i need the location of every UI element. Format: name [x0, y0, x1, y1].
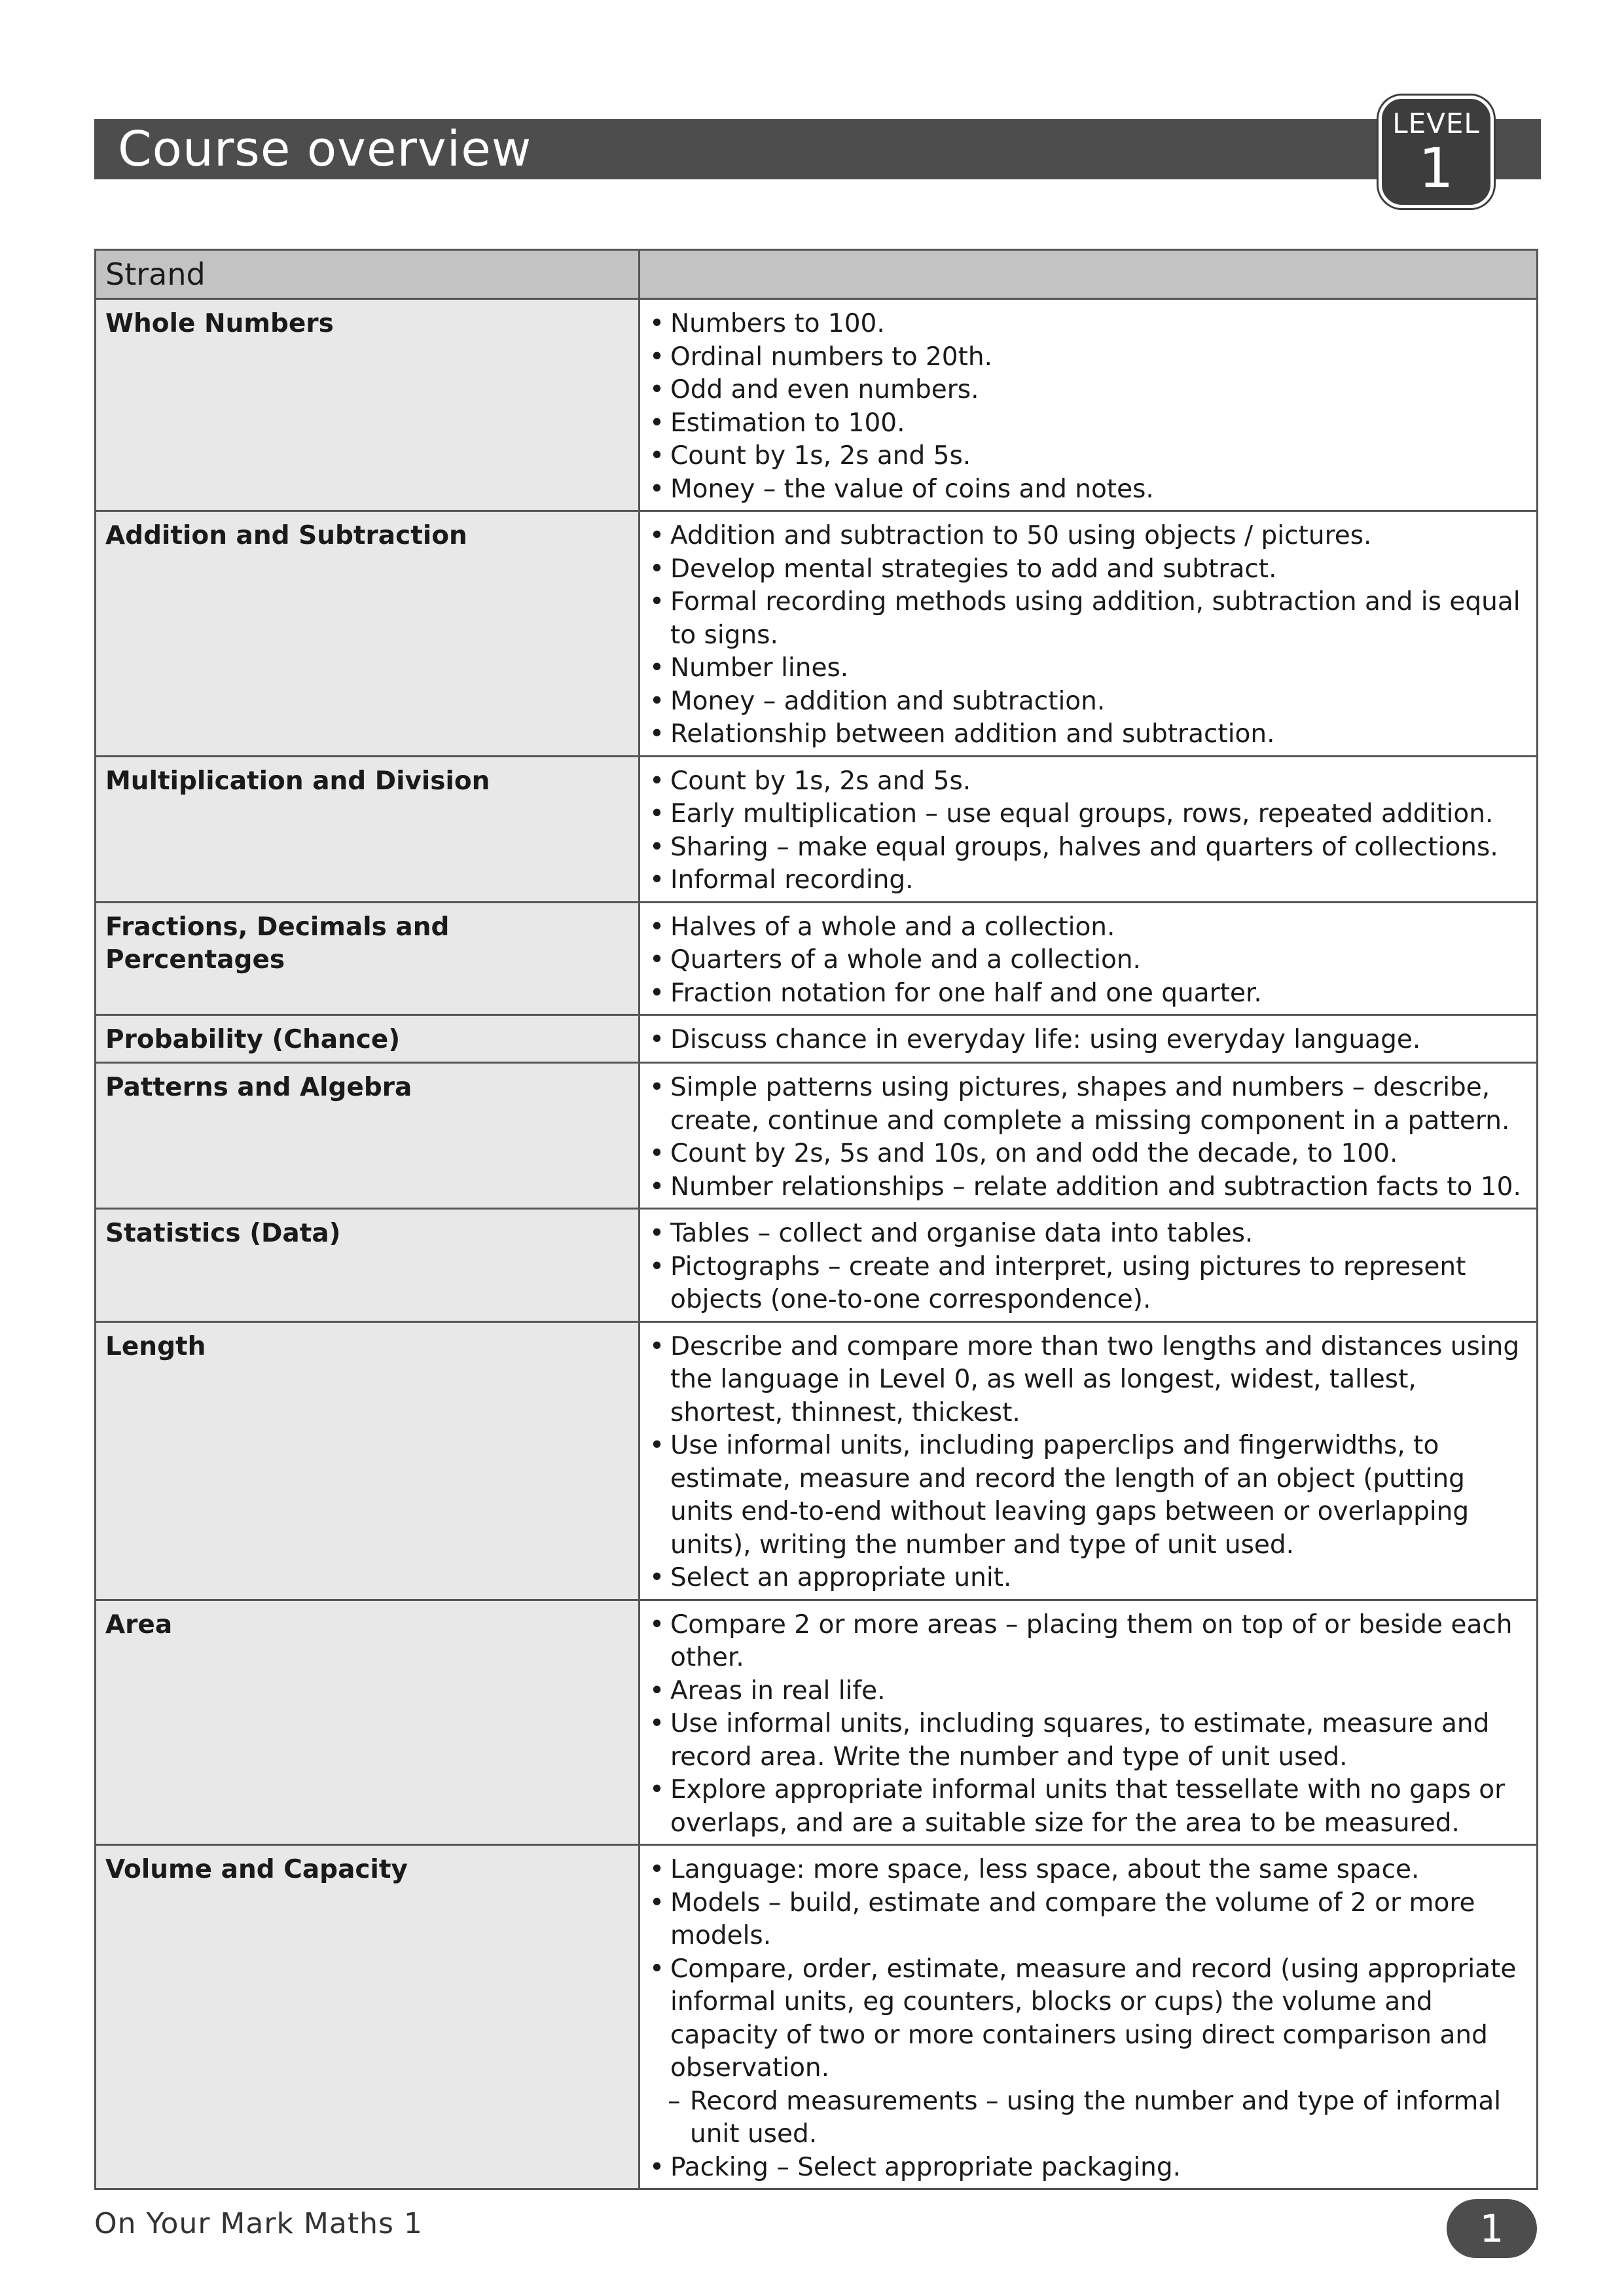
list-item: • Quarters of a whole and a collection. [649, 944, 1530, 977]
list-item: • Formal recording methods using addition, subtraction and is equal to signs. [649, 586, 1530, 652]
list-item: • Models – build, estimate and compare the volume of 2 or more models. [649, 1887, 1530, 1953]
list-item: • Tables – collect and organise data into tables. [649, 1217, 1530, 1251]
course-overview-table [94, 249, 1538, 2190]
list-item: • Fraction notation for one half and one quarter. [649, 977, 1530, 1011]
table-row [96, 1209, 1538, 1322]
list-item: • Sharing – make equal groups, halves and quarters of collections. [649, 831, 1530, 865]
list-item: • Informal recording. [649, 864, 1530, 897]
list-item: • Discuss chance in everyday life: using everyday language. [649, 1024, 1530, 1057]
level-badge [1379, 96, 1494, 208]
strand-content [640, 1063, 1538, 1209]
strand-name: Statistics (Data) [96, 1209, 640, 1322]
content-list [649, 1609, 1530, 1840]
list-item: • Compare, order, estimate, measure and record (using appropriate informal units, eg counters, blocks or cups) the volume and capacity of two or more containers using direct comparison and observation. [649, 1953, 1530, 2085]
strand-content [640, 1600, 1538, 1845]
table-row [96, 511, 1538, 757]
strand-content [640, 1209, 1538, 1322]
level-number: 1 [1418, 136, 1454, 200]
list-item: • Addition and subtraction to 50 using objects / pictures. [649, 520, 1530, 553]
table-row [96, 1845, 1538, 2189]
strand-name: Area [96, 1600, 640, 1845]
content-list [649, 308, 1530, 506]
content-list [649, 911, 1530, 1011]
strand-content [640, 1015, 1538, 1063]
strand-name: Addition and Subtraction [96, 511, 640, 757]
table-row [96, 1600, 1538, 1845]
list-item: • Language: more space, less space, about the same space. [649, 1854, 1530, 1887]
list-item: • Ordinal numbers to 20th. [649, 341, 1530, 374]
table-row [96, 902, 1538, 1015]
strand-content [640, 1845, 1538, 2189]
list-item: • Use informal units, including squares, to estimate, measure and record area. Write the number and type of unit used. [649, 1708, 1530, 1774]
table-row [96, 1321, 1538, 1600]
content-list [649, 1071, 1530, 1204]
strand-content [640, 756, 1538, 902]
list-item: • Money – the value of coins and notes. [649, 473, 1530, 507]
list-item: • Number lines. [649, 652, 1530, 685]
level-label: LEVEL [1392, 107, 1480, 139]
content-list [649, 1024, 1530, 1057]
list-item: • Develop mental strategies to add and subtract. [649, 553, 1530, 586]
content-list [649, 520, 1530, 751]
list-item: • Estimation to 100. [649, 407, 1530, 440]
content-list [649, 1217, 1530, 1317]
strand-name: Fractions, Decimals and Percentages [96, 902, 640, 1015]
strand-name: Multiplication and Division [96, 756, 640, 902]
table-header-row [96, 250, 1538, 299]
list-item: • Number relationships – relate addition and subtraction facts to 10. [649, 1171, 1530, 1204]
list-item: • Use informal units, including paperclips and fingerwidths, to estimate, measure and record the length of an object (putting units end-to-end without leaving gaps between or overlapping units), writing the number and type of unit used. [649, 1429, 1530, 1562]
strand-name: Length [96, 1321, 640, 1600]
list-item: • Simple patterns using pictures, shapes and numbers – describe, create, continue and complete a missing component in a pattern. [649, 1071, 1530, 1138]
content-list [649, 1854, 1530, 2184]
list-item: • Count by 1s, 2s and 5s. [649, 765, 1530, 798]
table-row [96, 299, 1538, 511]
table-row [96, 1015, 1538, 1063]
table-row [96, 756, 1538, 902]
list-item: • Early multiplication – use equal groups, rows, repeated addition. [649, 798, 1530, 831]
list-item: • Pictographs – create and interpret, using pictures to represent objects (one-to-one correspondence). [649, 1251, 1530, 1317]
page-title: Course overview [118, 121, 532, 177]
list-item: • Describe and compare more than two lengths and distances using the language in Level 0, as well as longest, widest, tallest, shortest, thinnest, thickest. [649, 1331, 1530, 1430]
table-body [96, 299, 1538, 2189]
list-item: • Areas in real life. [649, 1675, 1530, 1708]
strand-content [640, 1321, 1538, 1600]
strand-name: Volume and Capacity [96, 1845, 640, 2189]
list-item: • Select an appropriate unit. [649, 1562, 1530, 1595]
list-item: • Numbers to 100. [649, 308, 1530, 341]
page-header-bar [94, 119, 1541, 179]
page-number-badge: 1 [1447, 2199, 1537, 2258]
list-item: • Count by 1s, 2s and 5s. [649, 440, 1530, 473]
list-item: • Explore appropriate informal units that tessellate with no gaps or overlaps, and are a suitable size for the area to be measured. [649, 1774, 1530, 1840]
list-item: • Count by 2s, 5s and 10s, on and odd the decade, to 100. [649, 1138, 1530, 1171]
strand-name: Whole Numbers [96, 299, 640, 511]
list-item: • Odd and even numbers. [649, 374, 1530, 407]
content-list [649, 1331, 1530, 1595]
strand-content [640, 299, 1538, 511]
strand-column-header: Strand [96, 250, 640, 299]
list-item: • Packing – Select appropriate packaging. [649, 2151, 1530, 2185]
list-sub-item: – Record measurements – using the number and type of informal unit used. [649, 2085, 1530, 2151]
list-item: • Halves of a whole and a collection. [649, 911, 1530, 944]
list-item: • Money – addition and subtraction. [649, 685, 1530, 719]
content-list [649, 765, 1530, 897]
footer-book-title: On Your Mark Maths 1 [94, 2207, 423, 2240]
list-item: • Compare 2 or more areas – placing them on top of or beside each other. [649, 1609, 1530, 1675]
list-item: • Relationship between addition and subtraction. [649, 718, 1530, 751]
strand-content [640, 902, 1538, 1015]
strand-content [640, 511, 1538, 757]
strand-name: Patterns and Algebra [96, 1063, 640, 1209]
content-column-header [640, 250, 1538, 299]
strand-name: Probability (Chance) [96, 1015, 640, 1063]
table-row [96, 1063, 1538, 1209]
